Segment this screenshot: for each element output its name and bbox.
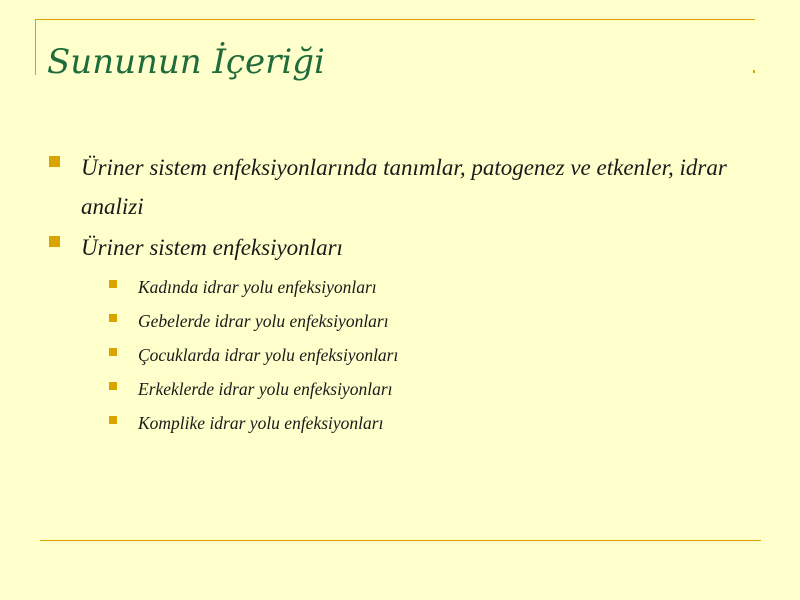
bullet-item bbox=[48, 148, 748, 226]
square-bullet-icon bbox=[49, 156, 60, 167]
square-bullet-icon bbox=[49, 236, 60, 247]
sub-bullet-text: Çocuklarda idrar yolu enfeksiyonları bbox=[138, 345, 399, 365]
sub-bullet-list bbox=[48, 270, 748, 440]
sub-bullet-text: Komplike idrar yolu enfeksiyonları bbox=[138, 413, 384, 433]
square-bullet-icon bbox=[109, 314, 117, 322]
sub-bullet-text: Erkeklerde idrar yolu enfeksiyonları bbox=[138, 379, 393, 399]
square-bullet-icon bbox=[109, 348, 117, 356]
sub-bullet-item bbox=[48, 304, 748, 338]
square-bullet-icon bbox=[109, 382, 117, 390]
sub-bullet-text: Gebelerde idrar yolu enfeksiyonları bbox=[138, 311, 389, 331]
sub-bullet-text: Kadında idrar yolu enfeksiyonları bbox=[138, 277, 377, 297]
sub-bullet-item bbox=[48, 338, 748, 372]
bullet-text: Üriner sistem enfeksiyonları bbox=[81, 235, 343, 260]
sub-bullet-item bbox=[48, 270, 748, 304]
square-bullet-icon bbox=[109, 416, 117, 424]
square-bullet-icon bbox=[109, 280, 117, 288]
bullet-text: Üriner sistem enfeksiyonlarında tanımlar, patogenez ve etkenler, idrar analizi bbox=[81, 155, 727, 219]
frame-right-mark bbox=[753, 70, 755, 73]
frame-bottom-line bbox=[40, 540, 761, 541]
sub-bullet-item bbox=[48, 372, 748, 406]
frame-top-line bbox=[35, 19, 755, 20]
sub-bullet-item bbox=[48, 406, 748, 440]
slide-content bbox=[48, 148, 748, 440]
frame-left-line bbox=[35, 19, 36, 75]
bullet-item bbox=[48, 228, 748, 267]
slide-title: Sununun İçeriği bbox=[47, 42, 325, 82]
